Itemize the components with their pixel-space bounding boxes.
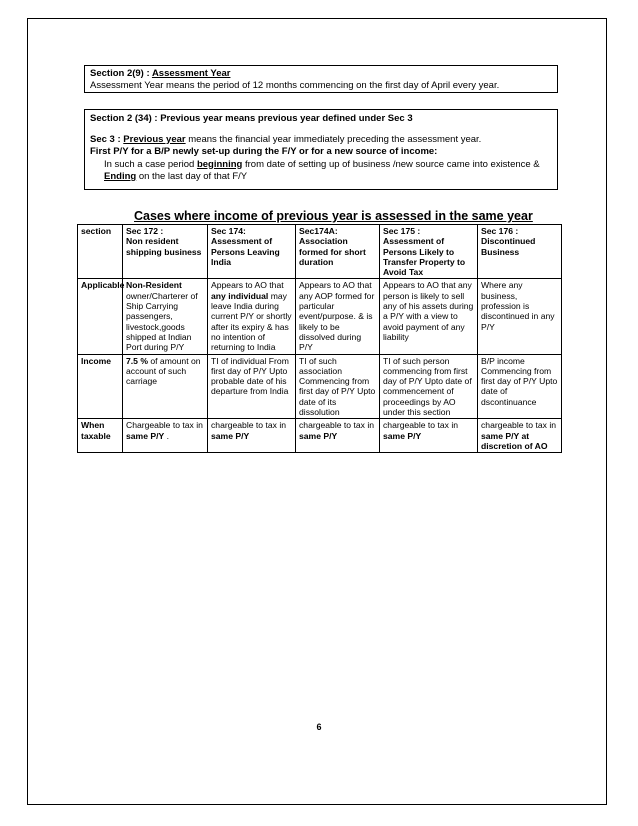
cell-bold: any individual [211,290,269,301]
cell-text: chargeable to tax in [211,420,287,431]
column-label: Sec 174: [211,226,246,236]
column-title: Assessment of Persons Likely to Transfer Property to Avoid Tax [383,236,466,278]
column-title: Discontinued Business [481,236,536,257]
case-line1-prefix: In such a case period [104,158,197,170]
column-header [380,225,478,279]
sec3-definition [90,134,552,147]
cell-text: may leave India during current P/Y or shortly after its expiry & has no intention of returning to India [211,290,292,353]
cell-text: chargeable to tax in [481,420,557,431]
table-row [78,419,562,453]
cell-text: owner/Charterer of Ship Carrying passengers, livestock,goods shipped at Indian Port during P/Y [126,290,198,353]
column-header [208,225,296,279]
table-cell [380,419,478,453]
table-cell [208,419,296,453]
cell-text: Appears to AO that any AOP formed for particular event/purpose. & is likely to be dissolved during P/Y [299,280,375,353]
table-cell [296,419,380,453]
case-line1-term: beginning [196,158,243,170]
table-cell [123,279,208,354]
cell-bold: same P/Y [299,430,338,441]
column-header [78,225,123,279]
table-cell [380,279,478,354]
assessment-year-heading [90,68,552,80]
row-header: Income [78,354,123,419]
case-line2-suffix: on the last day of that F/Y [136,171,248,182]
table-cell [208,354,296,419]
cell-text: Appears to AO that any person is likely to sell any of his assets during a P/Y with a view to avoid payment of any liability [383,280,474,342]
heading-term: Assessment Year [151,68,231,79]
first-py-line: First P/Y for a B/P newly set-up during the F/Y or for a new source of income: [90,146,438,157]
cell-text: TI of individual From first day of P/Y Upto probable date of his departure from India [211,355,289,397]
table-cell [478,419,562,453]
row-header: Applicable [78,279,123,354]
table-cell [478,354,562,419]
case-line1-suffix: from date of setting up of business /new source came into existence & [242,158,540,170]
case-line2-term: Ending [104,171,137,182]
column-label: section [81,226,112,236]
column-title: Non resident shipping business [126,236,202,257]
cell-bold: same P/Y at discretion of AO [481,430,548,451]
cell-bold: same P/Y [383,430,422,441]
cell-text: . [164,430,169,441]
table-cell [123,419,208,453]
cell-text: TI of such person commencing from first day of P/Y Upto date of commencement of proceedings by AO under this section [383,355,472,418]
cell-text: of amount on account of such carriage [126,355,201,387]
table-cell [478,279,562,354]
column-title: Assessment of Persons Leaving India [211,236,280,267]
table-cell [380,354,478,419]
cell-text: B/P income Commencing from first day of P/Y Upto date of dscontinuance [481,355,558,407]
table-cell [123,354,208,419]
table-cell [296,354,380,419]
cell-text: Appears to AO that [211,280,284,291]
previous-year-heading: Section 2 (34) : Previous year means previous year defined under Sec 3 [90,113,413,124]
case-line-1 [90,159,552,172]
cases-table [77,224,562,453]
column-label: Sec174A: [299,226,338,236]
column-header [296,225,380,279]
cell-text: chargeable to tax in [383,420,459,431]
table-cell [296,279,380,354]
cell-bold: Non-Resident [126,280,182,291]
table-header-row [78,225,562,279]
table-row [78,279,562,354]
cell-bold: 7.5 % [126,355,148,366]
cell-bold: same P/Y [126,430,165,441]
column-header [478,225,562,279]
column-label: Sec 176 : [481,226,519,236]
table-cell [208,279,296,354]
row-header: When taxable [78,419,123,453]
case-line-2 [90,171,552,184]
assessment-year-definition: Assessment Year means the period of 12 months commencing on the first day of April every year. [90,80,500,91]
table-title: Cases where income of previous year is assessed in the same year [134,209,533,223]
page-number: 6 [316,722,322,732]
column-label: Sec 175 : [383,226,421,236]
cell-text: Chargeable to tax in [126,420,203,431]
column-title: Association formed for short duration [299,236,366,267]
table-row [78,354,562,419]
cell-bold: same P/Y [211,430,250,441]
sec3-term: Previous year [123,133,186,145]
column-label: Sec 172 : [126,226,164,236]
cell-text: Where any business, profession is discontinued in any P/Y [481,280,555,332]
previous-year-box [84,109,558,190]
sec3-prefix: Sec 3 : [90,133,124,145]
cell-text: chargeable to tax in [299,420,375,431]
assessment-year-box [84,65,558,93]
sec3-text: means the financial year immediately preceding the assessment year. [185,133,482,145]
cell-text: TI of such association Commencing from first day of P/Y Upto date of its dissolution [299,355,376,418]
column-header [123,225,208,279]
heading-prefix: Section 2(9) : [90,68,152,79]
